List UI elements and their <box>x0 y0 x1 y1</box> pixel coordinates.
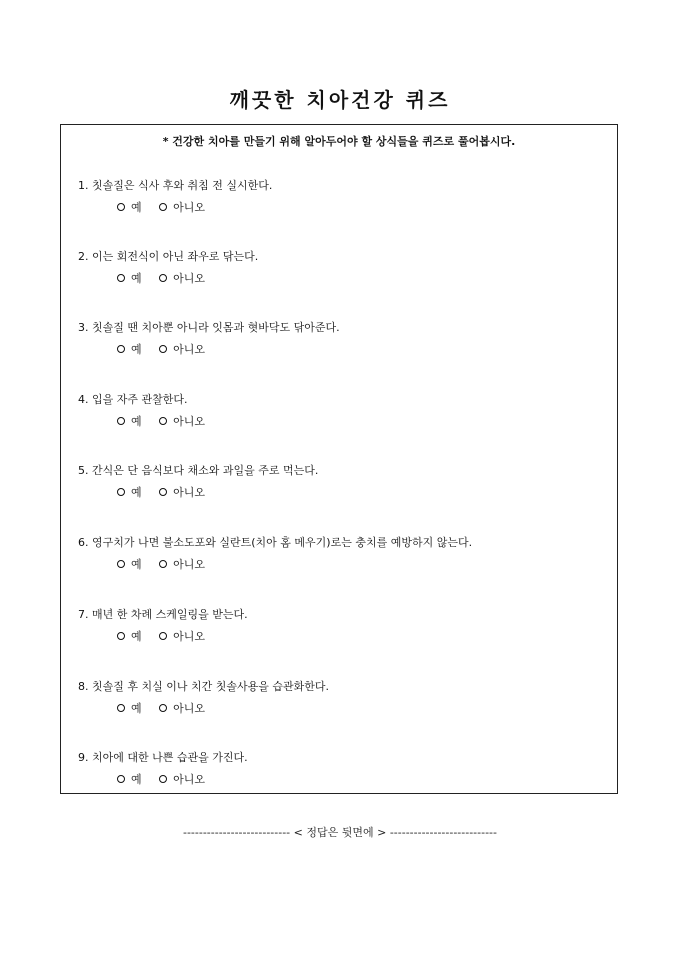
radio-circle-icon <box>117 488 125 496</box>
option-no-label: 아니오 <box>173 415 206 428</box>
option-no-label: 아니오 <box>173 558 206 571</box>
question-9 <box>78 751 608 787</box>
option-no[interactable] <box>159 702 205 716</box>
answer-options <box>117 486 608 500</box>
radio-circle-icon <box>159 704 167 712</box>
option-yes[interactable] <box>117 558 142 572</box>
radio-circle-icon <box>159 417 167 425</box>
option-yes-label: 예 <box>131 773 142 786</box>
option-no[interactable] <box>159 486 205 500</box>
question-text: 9. 치아에 대한 나쁜 습관을 가진다. <box>78 751 248 764</box>
radio-circle-icon <box>159 345 167 353</box>
option-no-label: 아니오 <box>173 702 206 715</box>
option-yes-label: 예 <box>131 702 142 715</box>
question-3 <box>78 321 608 357</box>
answer-options <box>117 773 608 787</box>
question-7 <box>78 608 608 644</box>
option-no-label: 아니오 <box>173 486 206 499</box>
option-yes-label: 예 <box>131 272 142 285</box>
radio-circle-icon <box>117 274 125 282</box>
radio-circle-icon <box>117 560 125 568</box>
option-yes[interactable] <box>117 343 142 357</box>
option-yes[interactable] <box>117 486 142 500</box>
option-yes-label: 예 <box>131 558 142 571</box>
option-yes[interactable] <box>117 630 142 644</box>
option-no[interactable] <box>159 343 205 357</box>
option-yes[interactable] <box>117 702 142 716</box>
option-no-label: 아니오 <box>173 272 206 285</box>
question-text: 1. 칫솔질은 식사 후와 취침 전 실시한다. <box>78 179 273 192</box>
radio-circle-icon <box>117 203 125 211</box>
answer-options <box>117 558 608 572</box>
option-no-label: 아니오 <box>173 773 206 786</box>
question-4 <box>78 393 608 429</box>
question-text: 4. 입을 자주 관찰한다. <box>78 393 188 406</box>
answer-options <box>117 702 608 716</box>
option-yes-label: 예 <box>131 343 142 356</box>
question-6 <box>78 536 608 572</box>
question-2 <box>78 250 608 286</box>
answer-options <box>117 201 608 215</box>
question-1 <box>78 179 608 215</box>
option-no[interactable] <box>159 415 205 429</box>
option-yes-label: 예 <box>131 201 142 214</box>
radio-circle-icon <box>159 274 167 282</box>
radio-circle-icon <box>159 203 167 211</box>
answer-options <box>117 630 608 644</box>
answer-note-footer: --------------------------- < 정답은 뒷면에 > --------------------------- <box>182 826 497 839</box>
answer-options <box>117 272 608 286</box>
radio-circle-icon <box>117 632 125 640</box>
option-yes-label: 예 <box>131 630 142 643</box>
page-title: 깨끗한 치아건강 퀴즈 <box>229 88 451 112</box>
option-no-label: 아니오 <box>173 630 206 643</box>
question-8 <box>78 680 608 716</box>
radio-circle-icon <box>159 560 167 568</box>
radio-circle-icon <box>117 417 125 425</box>
option-yes[interactable] <box>117 773 142 787</box>
answer-options <box>117 415 608 429</box>
question-text: 2. 이는 회전식이 아닌 좌우로 닦는다. <box>78 250 259 263</box>
option-no[interactable] <box>159 558 205 572</box>
question-text: 6. 영구치가 나면 불소도포와 실란트(치아 홈 메우기)로는 충치를 예방하지 않는다. <box>78 536 473 549</box>
option-yes[interactable] <box>117 201 142 215</box>
option-no[interactable] <box>159 201 205 215</box>
option-no-label: 아니오 <box>173 201 206 214</box>
question-text: 8. 칫솔질 후 치실 이나 치간 칫솔사용을 습관화한다. <box>78 680 329 693</box>
radio-circle-icon <box>159 488 167 496</box>
option-no[interactable] <box>159 630 205 644</box>
option-yes[interactable] <box>117 272 142 286</box>
option-no[interactable] <box>159 773 205 787</box>
question-text: 3. 칫솔질 땐 치아뿐 아니라 잇몸과 혓바닥도 닦아준다. <box>78 321 340 334</box>
quiz-intro: * 건강한 치아를 만들기 위해 알아두어야 할 상식들을 퀴즈로 풀어봅시다. <box>162 135 516 148</box>
question-5 <box>78 464 608 500</box>
radio-circle-icon <box>117 775 125 783</box>
question-text: 5. 간식은 단 음식보다 채소와 과일을 주로 먹는다. <box>78 464 319 477</box>
option-no[interactable] <box>159 272 205 286</box>
option-no-label: 아니오 <box>173 343 206 356</box>
radio-circle-icon <box>159 775 167 783</box>
radio-circle-icon <box>117 345 125 353</box>
option-yes-label: 예 <box>131 486 142 499</box>
option-yes-label: 예 <box>131 415 142 428</box>
radio-circle-icon <box>159 632 167 640</box>
question-text: 7. 매년 한 차례 스케일링을 받는다. <box>78 608 248 621</box>
answer-options <box>117 343 608 357</box>
radio-circle-icon <box>117 704 125 712</box>
option-yes[interactable] <box>117 415 142 429</box>
quiz-box <box>60 124 618 794</box>
